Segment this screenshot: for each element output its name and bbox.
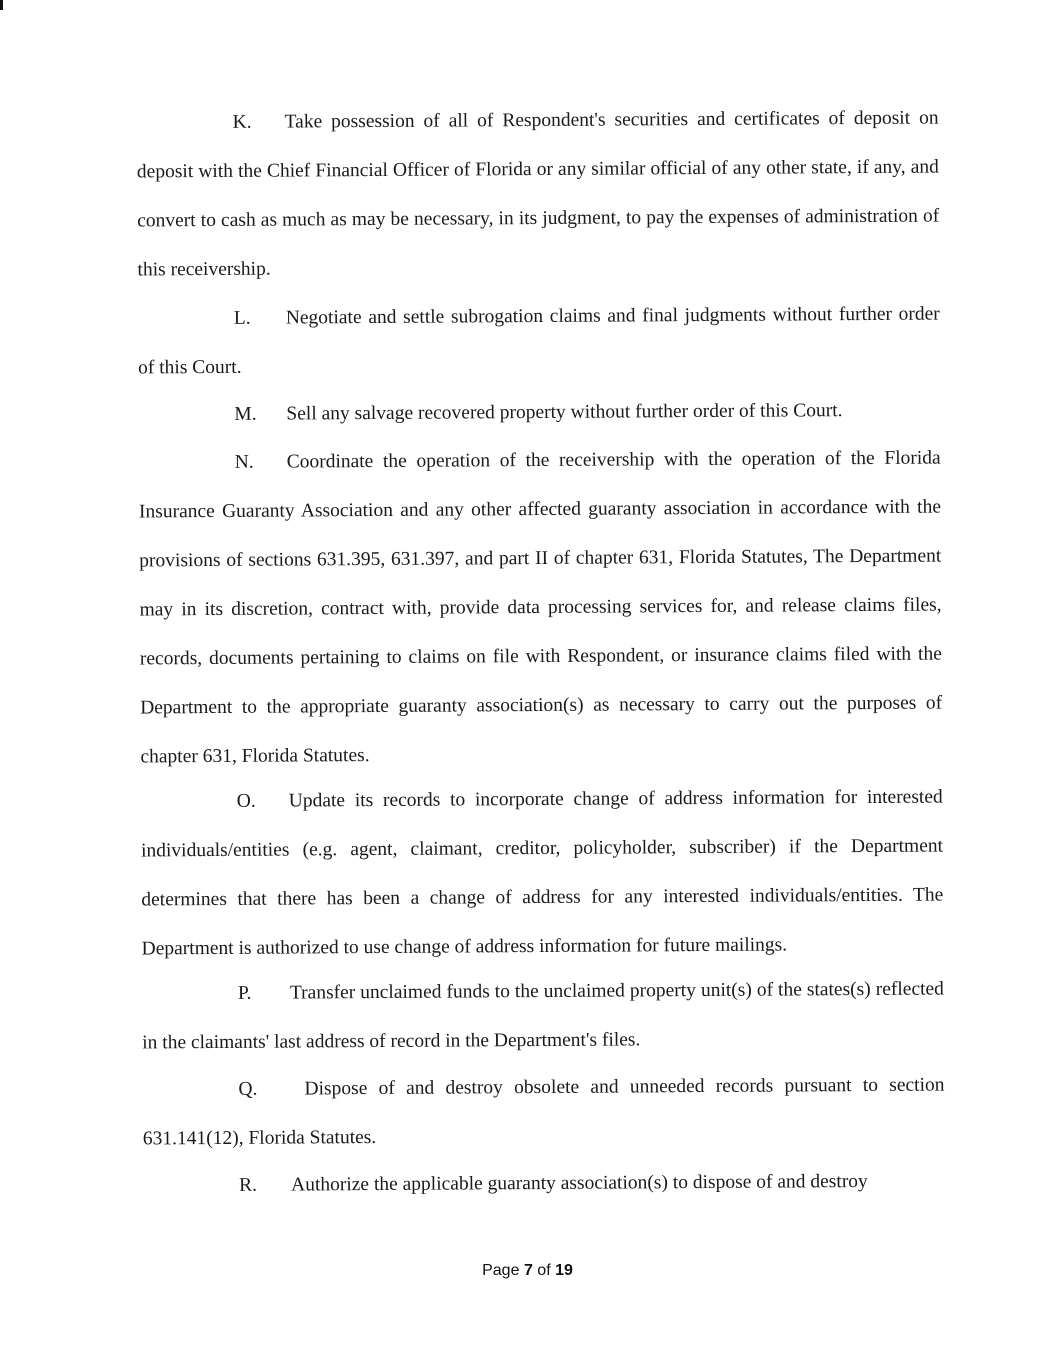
paragraph-r <box>143 1157 945 1211</box>
paragraph-letter: O. <box>236 790 256 812</box>
paragraph-text: Coordinate the operation of the receivership with the operation of the Florida Insurance Guaranty Association and any other affected guaranty association in accordance with the provisions of sections 631.395, 631.397, and part II of chapter 631, Florida Statutes, The Department may in its discretion, contract with, provide data processing services for, and release claims files, records, documents pertaining to claims on file with Respondent, or insurance claims filed with the Department to the appropriate guaranty association(s) as necessary to carry out the purposes of chapter 631, Florida Statutes. <box>138 447 943 768</box>
paragraph-text: Transfer unclaimed funds to the unclaimed property unit(s) of the states(s) reflected in the claimants' last address of record in the Department's files. <box>142 978 944 1054</box>
paragraph-text: Authorize the applicable guaranty association(s) to dispose of and destroy <box>291 1171 868 1196</box>
paragraph-letter: K. <box>232 111 252 133</box>
paragraph-text: Negotiate and settle subrogation claims and final judgments without further order of this Court. <box>138 303 940 379</box>
paragraph-letter: N. <box>234 451 254 473</box>
paragraph-k <box>136 94 939 295</box>
paragraph-letter: M. <box>234 403 257 425</box>
total-pages: 19 <box>555 1262 573 1279</box>
paragraph-letter: L. <box>233 307 251 329</box>
paragraph-letter: P. <box>237 982 252 1004</box>
paragraph-p <box>142 965 945 1068</box>
paragraph-text: Sell any salvage recovered property without further order of this Court. <box>286 400 843 425</box>
paragraph-o <box>141 773 944 974</box>
paragraph-m <box>138 386 940 440</box>
page-label: Page <box>482 1262 520 1279</box>
page-number: 7 <box>523 1262 533 1279</box>
paragraph-l <box>138 290 941 393</box>
paragraph-n <box>139 434 943 782</box>
paragraph-text: Take possession of all of Respondent's securities and certificates of deposit on deposit with the Chief Financial Officer of Florida or any similar official of any other state, if any, and convert to cash as much as may be necessary, in its judgment, to pay the expenses of administration of this receivership. <box>136 107 940 281</box>
paragraph-q <box>142 1061 945 1164</box>
paragraph-letter: R. <box>239 1174 258 1196</box>
page-footer <box>0 1262 1055 1280</box>
of-label: of <box>537 1262 551 1279</box>
paragraph-letter: Q. <box>238 1078 258 1100</box>
paragraph-text: Dispose of and destroy obsolete and unneeded records pursuant to section 631.141(12), Florida Statutes. <box>142 1074 945 1150</box>
paragraph-text: Update its records to incorporate change of address information for interested individuals/entities (e.g. agent, claimant, creditor, policyholder, subscriber) if the Department determines that there has been a change of address for any interested individuals/entities. The Department is authorized to use change of address information for future mailings. <box>140 786 944 960</box>
